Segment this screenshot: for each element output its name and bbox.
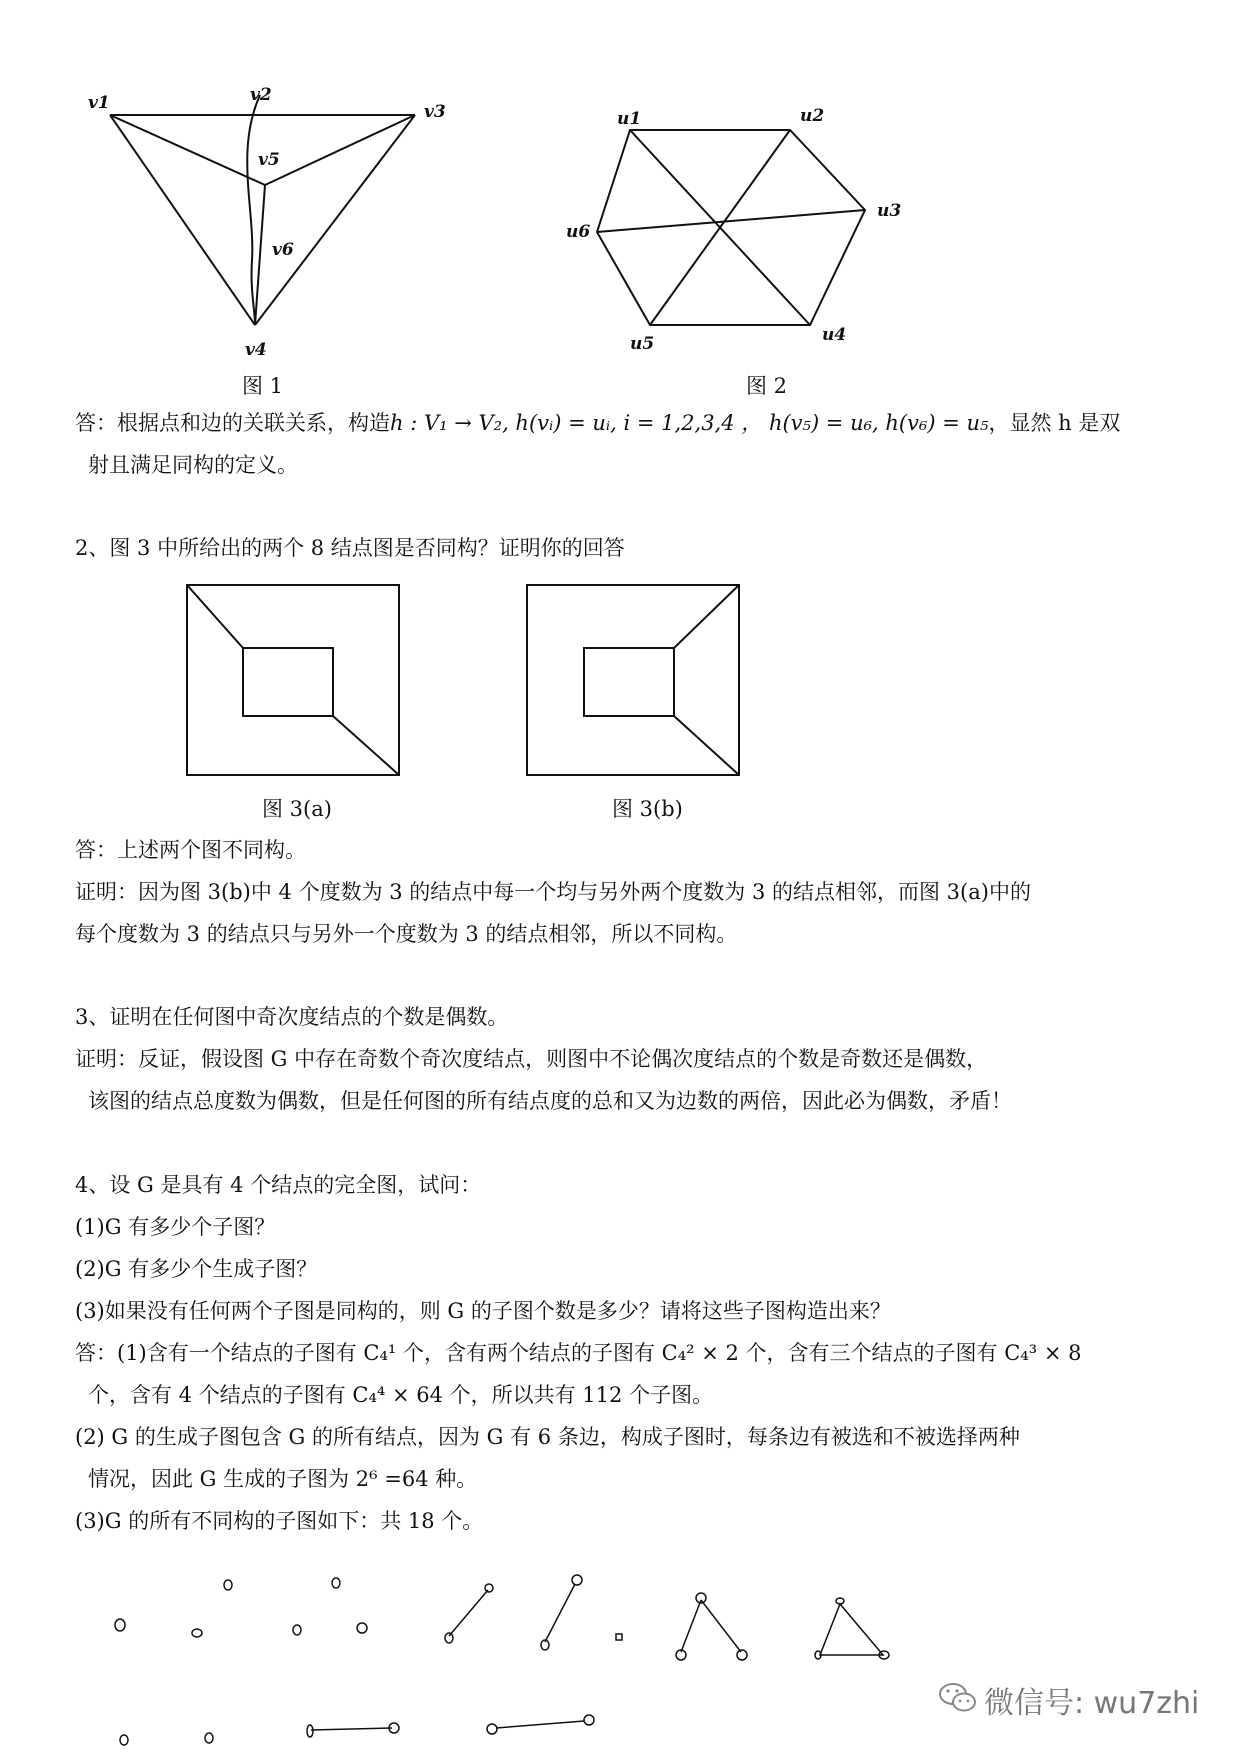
label-u5: u5 [630,334,655,354]
q1-answer-suffix: ，显然 h 是双 [988,411,1121,435]
label-v2: v2 [250,85,272,105]
q2-question: 2、图 3 中所给出的两个 8 结点图是否同构？证明你的回答 [75,536,625,560]
q3-question: 3、证明在任何图中奇次度结点的个数是偶数。 [75,1005,509,1029]
q3-proof-line-1: 证明：反证，假设图 G 中存在奇数个奇次度结点，则图中不论偶次度结点的个数是奇数还是偶数， [75,1047,988,1071]
q4-answer-2-line-1: (2) G 的生成子图包含 G 的所有结点，因为 G 有 6 条边，构成子图时，每条边有被选和不被选择两种 [75,1425,1020,1449]
figure-2-caption: 图 2 [746,374,788,398]
figure-3b-caption: 图 3(b) [612,797,683,821]
figure-2-graph [597,130,865,325]
q1-answer-formula: h : V₁ → V₂, h(vᵢ) = uᵢ, i = 1,2,3,4 ， h(v₅) = u₆, h(v₆) = u₅ [390,411,989,435]
wechat-icon [938,1680,978,1716]
label-u3: u3 [877,201,902,221]
q1-answer-prefix: 答：根据点和边的关联关系，构造 [75,411,390,435]
q1-answer-line-2: 射且满足同构的定义。 [88,453,298,477]
label-v6: v6 [272,240,294,260]
q2-proof-line-1: 证明：因为图 3(b)中 4 个度数为 3 的结点中每一个均与另外两个度数为 3 的结点相邻，而图 3(a)中的 [75,880,1031,904]
q4-answer-1-line-2: 个，含有 4 个结点的子图有 C₄⁴ × 64 个，所以共有 112 个子图。 [88,1383,714,1407]
figure-3b-graph [527,585,739,775]
label-u2: u2 [800,106,825,126]
q4-answer-1-line-1: 答：(1)含有一个结点的子图有 C₄¹ 个，含有两个结点的子图有 C₄² × 2 个，含有三个结点的子图有 C₄³ × 8 [75,1341,1082,1365]
figure-3a-caption: 图 3(a) [262,797,332,821]
figure-1-graph [110,95,415,325]
q4-sub-1: (1)G 有多少个子图？ [75,1215,276,1239]
label-u1: u1 [617,109,642,129]
watermark-text: 微信号: wu7zhi [984,1686,1200,1721]
subgraphs-row-1 [115,1575,889,1660]
figure-3a-graph [187,585,399,775]
label-v3: v3 [424,102,446,122]
label-u4: u4 [822,325,847,345]
q4-sub-2: (2)G 有多少个生成子图？ [75,1257,318,1281]
q3-proof-line-2: 该图的结点总度数为偶数，但是任何图的所有结点度的总和又为边数的两倍，因此必为偶数，矛盾！ [88,1089,1012,1113]
label-v5: v5 [258,150,280,170]
q2-answer: 答：上述两个图不同构。 [75,838,306,862]
label-v4: v4 [245,340,267,360]
subgraphs-row-2 [120,1715,594,1745]
q4-question: 4、设 G 是具有 4 个结点的完全图，试问： [75,1173,482,1197]
label-u6: u6 [566,222,591,242]
q1-answer-line-1 [75,408,1120,438]
q4-sub-3: (3)如果没有任何两个子图是同构的，则 G 的子图个数是多少？请将这些子图构造出来？ [75,1299,891,1323]
q4-answer-2-line-2: 情况，因此 G 生成的子图为 2⁶ =64 种。 [88,1467,478,1491]
q4-answer-3: (3)G 的所有不同构的子图如下：共 18 个。 [75,1509,484,1533]
label-v1: v1 [88,93,110,113]
figure-1-caption: 图 1 [242,374,284,398]
q2-proof-line-2: 每个度数为 3 的结点只与另外一个度数为 3 的结点相邻，所以不同构。 [75,922,738,946]
